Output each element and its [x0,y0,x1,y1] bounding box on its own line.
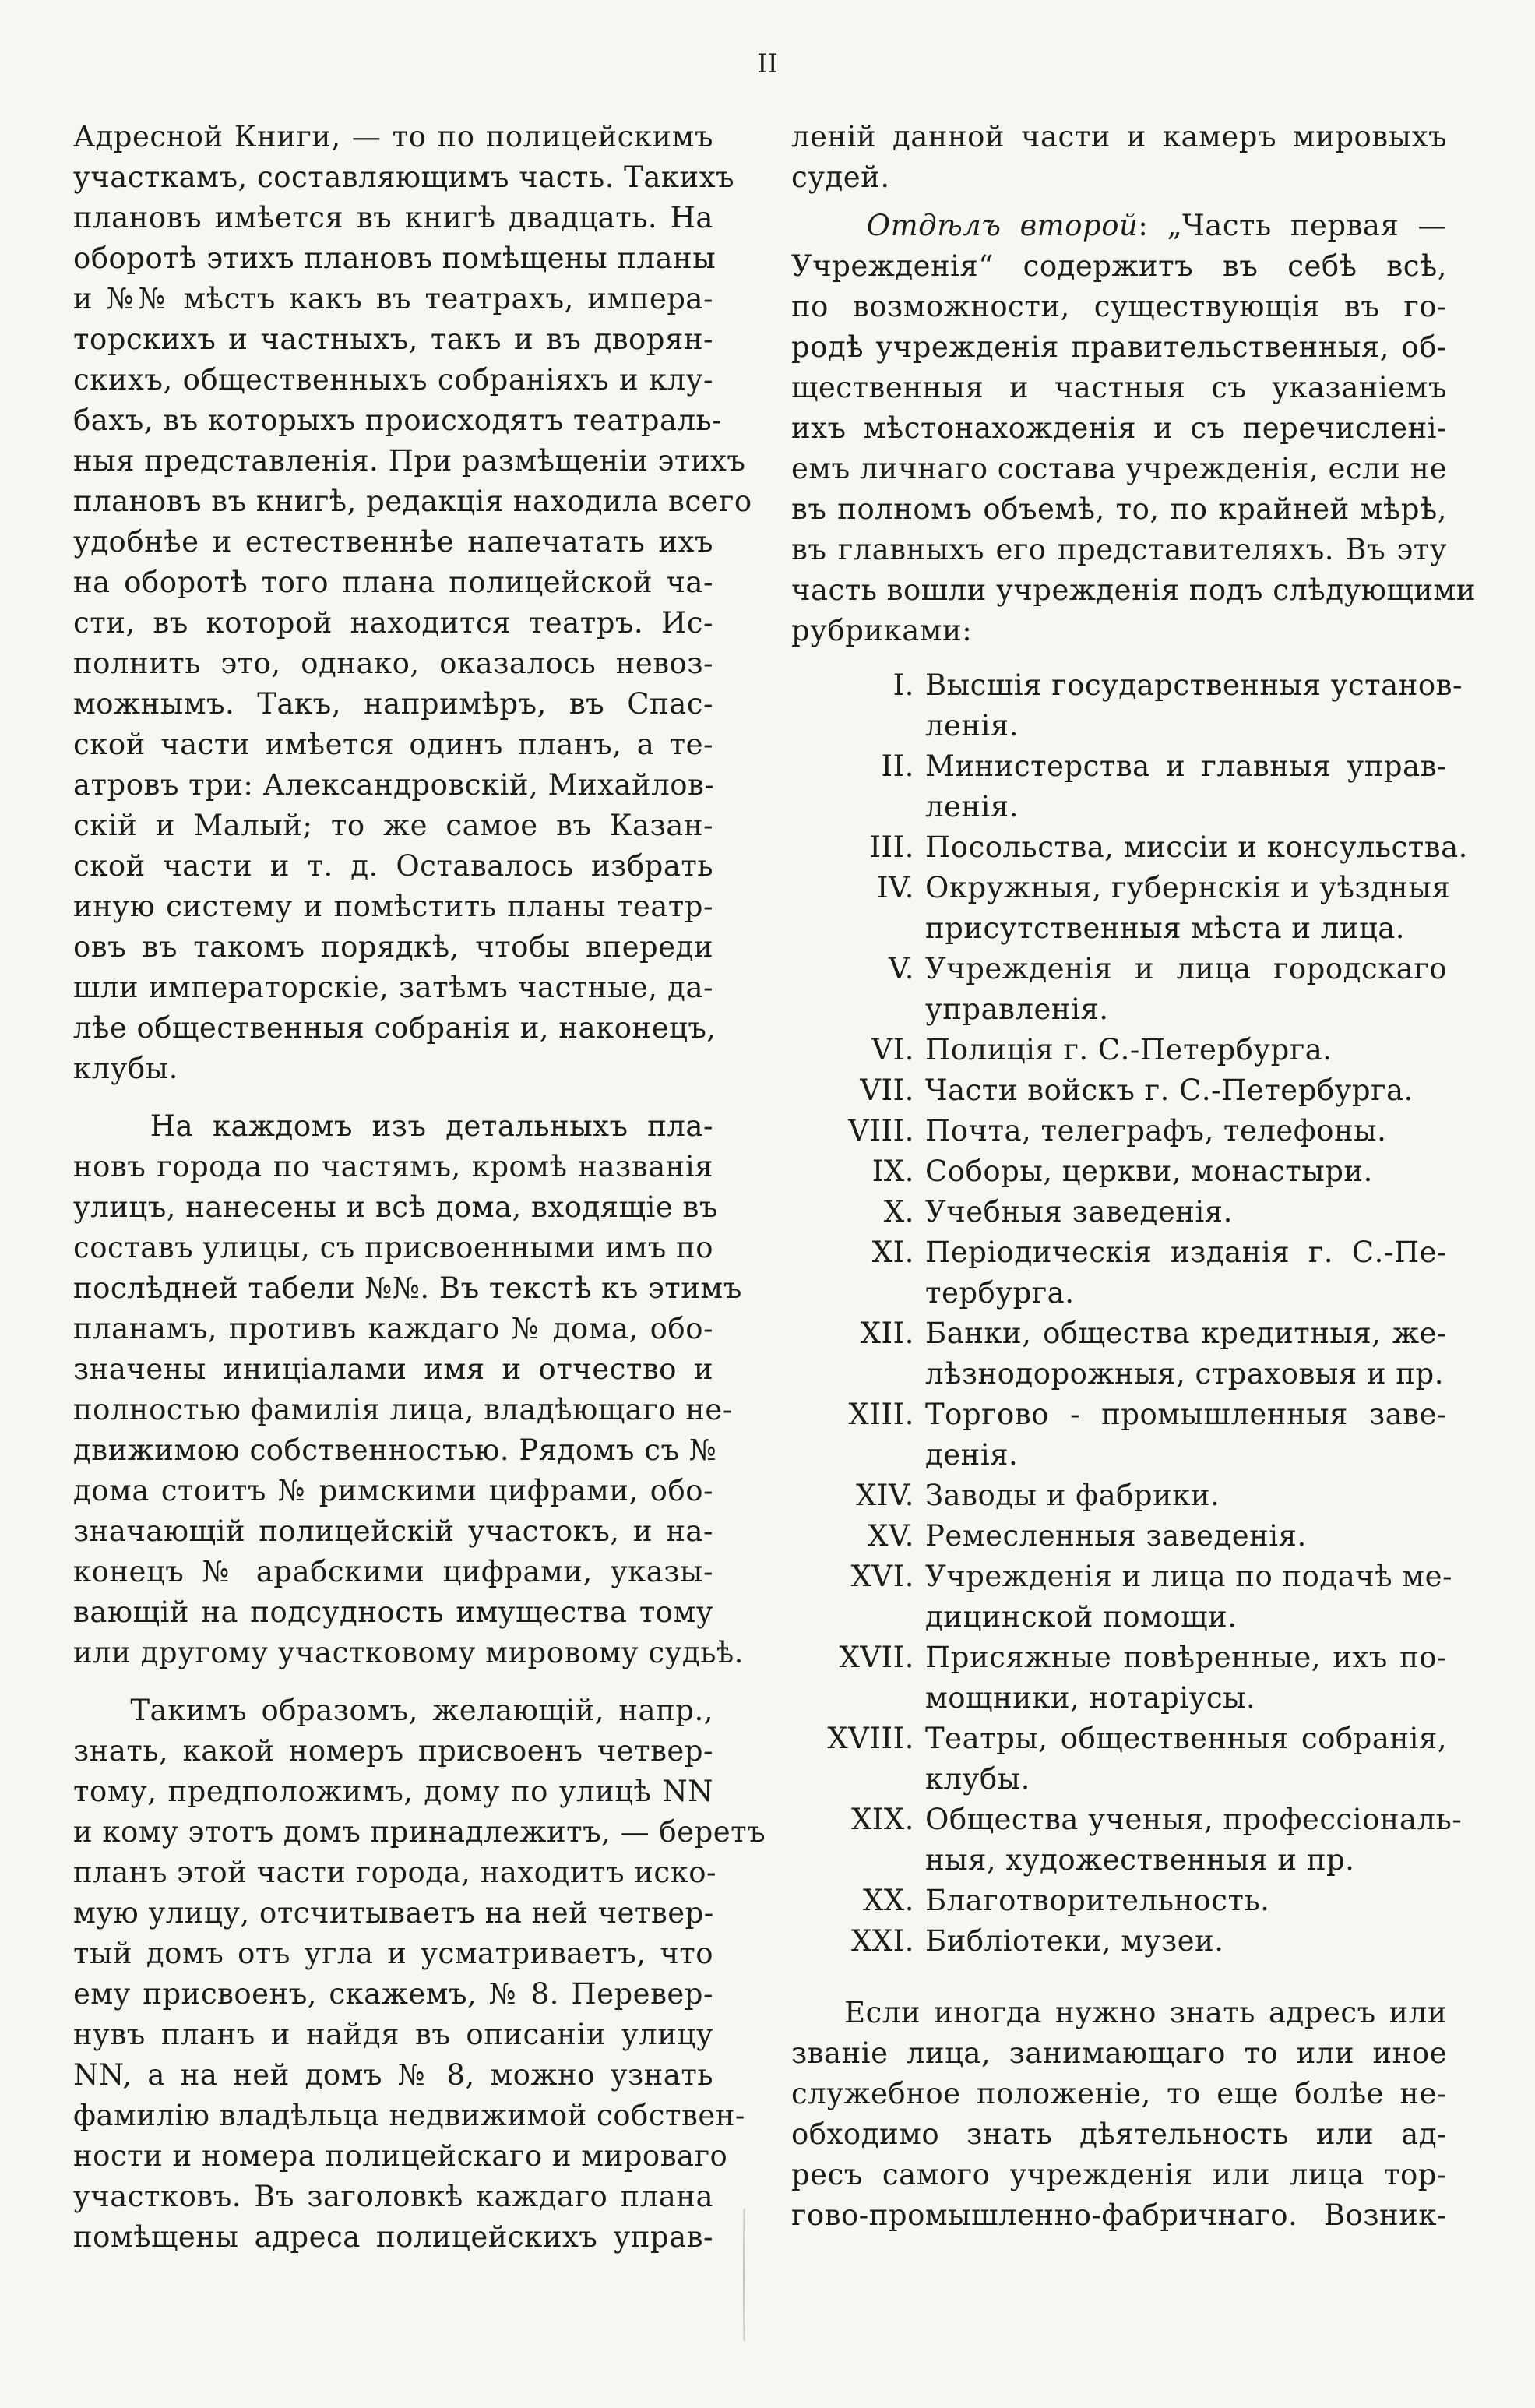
rubric-line: Заводы и фабрики. [925,1479,1220,1512]
text-line: и кому этотъ домъ принадлежитъ, — беретъ [73,1815,766,1849]
rubric-item [791,1070,1447,1111]
text-line: торскихъ и частныхъ, такъ и въ дворян- [73,323,713,356]
rubric-item [791,1030,1447,1070]
rubric-line: Театры, общественныя собранія, [925,1722,1447,1755]
rubric-text [925,1557,1452,1638]
text-line: оборотѣ этихъ плановъ помѣщены планы [73,242,716,275]
left-paragraph-1 [73,117,752,1089]
rubric-text [925,746,1447,827]
rubric-item [791,1475,1447,1516]
rubric-number: XVI. [850,1560,914,1593]
text-line: скихъ, общественныхъ собраніяхъ и клу- [73,363,713,397]
rubric-number: VII. [860,1074,914,1107]
right-paragraph-final [791,1993,1447,2236]
rubric-line: управленія. [925,992,1109,1026]
section-text: : „Часть первая — [1138,209,1447,242]
rubric-line: Учрежденія и лица по подачѣ ме- [925,1560,1452,1593]
rubric-number: XVII. [839,1641,914,1674]
rubric-item [791,1638,1447,1719]
rubric-text [925,1800,1462,1881]
rubric-text [925,1070,1447,1111]
rubric-item [791,1719,1447,1800]
text-line: сти, въ которой находится театръ. Ис- [73,606,713,640]
text-line: значены иницiалами имя и отчество и [73,1352,713,1386]
text-line: ности и номера полицейскаго и мироваго [73,2139,728,2173]
text-line: Если иногда нужно знать адресъ или [791,1996,1447,2029]
rubric-number: III. [869,830,914,864]
text-line: ихъ мѣстонахожденія и съ перечислені- [791,411,1447,445]
rubric-number: XII. [860,1317,914,1350]
text-line: часть вошли учрежденія подъ слѣдующими [791,573,1476,607]
text-line: и №№ мѣстъ какъ въ театрахъ, импера- [73,282,713,316]
text-line: На каждомъ изъ детальныхъ пла- [73,1109,713,1143]
text-line: плановъ въ книгѣ, редакція находила всего [73,485,752,518]
rubric-line: Министерства и главныя управ- [925,749,1447,783]
rubric-line: Части войскъ г. С.-Петербурга. [925,1074,1414,1107]
text-line: въ полномъ объемѣ, то, по крайней мѣрѣ, [791,492,1447,526]
rubric-text [925,1030,1447,1070]
text-line: вающій на подсудность имущества тому [73,1595,713,1629]
text-line [791,206,1447,246]
rubric-line: тербурга. [925,1276,1075,1310]
rubric-text [925,1394,1447,1475]
rubric-text [925,1111,1447,1151]
rubric-text [925,1151,1447,1192]
text-line: плановъ имѣется въ книгѣ двадцать. На [73,201,713,234]
rubric-text [925,1719,1447,1800]
text-line: помѣщены адреса полицейскихъ управ- [73,2220,713,2254]
rubric-text [925,1881,1447,1921]
rubric-number: XX. [863,1884,914,1917]
text-line: или другому участковому мировому судьѣ. [73,1636,744,1669]
text-line: атровъ три: Александровскій, Михайлов- [73,768,715,802]
rubric-line: Библіотеки, музеи. [925,1924,1224,1958]
section-label: Отдѣлъ второй [866,209,1139,242]
rubric-line: Высшія государственныя установ- [925,668,1463,702]
text-line: полнить это, однако, оказалось невоз- [73,647,713,680]
text-line: ему присвоенъ, скажемъ, № 8. Перевер- [73,1977,713,2011]
rubric-number: XIV. [856,1479,914,1512]
text-line: тому, предположимъ, дому по улицѣ NN [73,1775,713,1808]
rubric-line: ленія. [925,790,1019,823]
rubric-line: мощники, нотаріусы. [925,1681,1256,1715]
rubric-line: присутственныя мѣста и лица. [925,911,1406,945]
text-line: скій и Малый; то же самое въ Казан- [73,809,713,842]
rubric-number: XIX. [850,1803,914,1836]
rubric-item [791,1516,1447,1557]
text-line: судей. [791,160,890,194]
rubric-item [791,1800,1463,1881]
text-line: въ главныхъ его представителяхъ. Въ эту [791,533,1447,566]
rubric-line: Полиція г. С.-Петербурга. [925,1033,1333,1067]
text-line: участковъ. Въ заголовкѣ каждаго плана [73,2180,713,2213]
rubric-line: Присяжные повѣренные, ихъ по- [925,1641,1447,1674]
rubric-line: Общества ученыя, профессіональ- [925,1803,1463,1836]
text-line: удобнѣе и естественнѣе напечатать ихъ [73,525,713,559]
rubric-line: Окружныя, губернскія и уѣздныя [925,871,1451,904]
rubric-line: Торгово - промышленныя заве- [925,1398,1447,1431]
rubric-line: Соборы, церкви, монастыри. [925,1155,1373,1188]
rubric-number: II. [881,749,914,783]
rubric-item [791,1881,1447,1921]
text-line: ской части и т. д. Оставалось избрать [73,849,713,883]
text-line: можнымъ. Такъ, напримѣръ, въ Спас- [73,687,713,721]
rubric-item [791,1192,1447,1232]
rubric-item [791,1232,1447,1313]
right-paragraph-section [791,206,1476,651]
text-line: участкамъ, составляющимъ часть. Такихъ [73,160,735,194]
rubric-item [791,746,1447,827]
text-line: обходимо знать дѣятельность или ад- [791,2117,1447,2151]
text-line: рубриками: [791,614,973,647]
rubric-line: Почта, телеграфъ, телефоны. [925,1114,1387,1148]
text-line: леній данной части и камеръ мировыхъ [791,120,1447,153]
rubric-line: лѣзнодорожныя, страховыя и пр. [925,1357,1444,1391]
rubric-line: Учебныя заведенія. [925,1195,1233,1229]
rubric-list [791,665,1468,1962]
rubric-number: XVIII. [827,1722,914,1755]
rubric-item [791,1151,1447,1192]
text-line: лѣе общественныя собранія и, наконецъ, [73,1011,716,1045]
text-line: движимою собственностью. Рядомъ съ № [73,1433,717,1467]
rubric-number: IV. [876,871,914,904]
text-line: NN, а на ней домъ № 8, можно узнать [73,2058,713,2092]
rubric-line: Посольства, миссіи и консульства. [925,830,1468,864]
text-line: на оборотѣ того плана полицейской ча- [73,566,713,599]
text-line: полностью фамилія лица, владѣющаго не- [73,1393,733,1426]
text-line: конецъ № арабскими цифрами, указы- [73,1555,713,1588]
right-paragraph-intro [791,117,1447,198]
rubric-number: VI. [871,1033,914,1067]
text-line: составъ улицы, съ присвоенными имъ по [73,1231,713,1264]
rubric-text [925,1313,1447,1394]
rubric-line: денія. [925,1438,1019,1472]
rubric-number: XV. [868,1519,914,1553]
text-line: овъ въ такомъ порядкѣ, чтобы впереди [73,930,713,964]
rubric-item [791,1111,1447,1151]
left-paragraph-3 [73,1691,766,2258]
rubric-line: Благотворительность. [925,1884,1270,1917]
text-line: ской части имѣется одинъ планъ, а те- [73,728,713,761]
page-fold-mark [743,2209,745,2341]
text-line: Адресной Книги, — то по полицейскимъ [73,120,713,153]
rubric-item [791,1394,1447,1475]
rubric-number: XI. [871,1236,914,1269]
rubric-text [925,1192,1447,1232]
rubric-line: клубы. [925,1762,1030,1796]
rubric-line: Банки, общества кредитныя, же- [925,1317,1447,1350]
rubric-item [791,827,1468,868]
right-column [791,117,1476,2236]
rubric-number: IX. [871,1155,914,1188]
rubric-number: X. [883,1195,914,1229]
rubric-number: I. [892,668,914,702]
rubric-item [791,1921,1447,1962]
rubric-line: Періодическія изданія г. С.-Пе- [925,1236,1447,1269]
text-line: Такимъ образомъ, желающій, напр., [73,1694,713,1727]
rubric-text [925,868,1450,949]
text-line: планамъ, противъ каждаго № дома, обо- [73,1312,713,1345]
text-line: фамилію владѣльца недвижимой собствен- [73,2099,745,2132]
text-line: дома стоитъ № римскими цифрами, обо- [73,1474,713,1507]
text-line: значающій полицейскій участокъ, и на- [73,1514,713,1548]
rubric-number: VIII. [848,1114,914,1148]
text-line: емъ личнаго состава учрежденія, если не [791,452,1448,485]
text-line: ресъ самого учрежденія или лица тор- [791,2158,1447,2191]
rubric-text [925,1475,1447,1516]
left-paragraph-2 [73,1106,744,1673]
text-line: клубы. [73,1052,178,1085]
text-line: гово-промышленно-фабричнаго. Возник- [791,2198,1447,2232]
rubric-text [925,1921,1447,1962]
rubric-line: ныя, художественныя и пр. [925,1843,1355,1877]
rubric-number: XIII. [848,1398,914,1431]
rubric-line: ленія. [925,709,1019,742]
rubric-item [791,665,1463,746]
rubric-item [791,949,1447,1030]
text-line: ныя представленія. При размѣщеніи этихъ [73,444,746,478]
text-line: по возможности, существующія въ го- [791,290,1447,323]
rubric-text [925,827,1468,868]
text-line: щественныя и частныя съ указаніемъ [791,371,1447,404]
rubric-line: Учрежденія и лица городскаго [925,952,1447,985]
text-line: шли императорскіе, затѣмъ частные, да- [73,971,713,1004]
text-line: родѣ учрежденія правительственныя, об- [791,330,1447,364]
text-line: иную систему и помѣстить планы театр- [73,890,713,923]
text-line: тый домъ отъ угла и усматриваетъ, что [73,1937,713,1970]
text-line: знать, какой номеръ присвоенъ четвер- [73,1734,713,1768]
rubric-line: дицинской помощи. [925,1600,1238,1634]
text-line: служебное положеніе, то еще болѣе не- [791,2077,1447,2110]
text-line: Учрежденія“ содержитъ въ себѣ всѣ, [791,249,1447,283]
rubric-text [925,949,1447,1030]
text-line: новъ города по частямъ, кромѣ названія [73,1150,713,1183]
text-line: бахъ, въ которыхъ происходятъ театраль- [73,404,723,437]
rubric-line: Ремесленныя заведенія. [925,1519,1307,1553]
rubric-number: XXI. [850,1924,914,1958]
rubric-number: V. [888,952,914,985]
left-column [73,117,766,2258]
rubric-item [791,1313,1447,1394]
page-number: II [757,48,778,79]
rubric-text [925,1638,1447,1719]
text-line: планъ этой части города, находитъ иско- [73,1856,717,1889]
rubric-text [925,1516,1447,1557]
rubric-text [925,665,1463,746]
rubric-text [925,1232,1447,1313]
text-line: нувъ планъ и найдя въ описаніи улицу [73,2018,713,2051]
text-line: званіе лица, занимающаго то или иное [791,2036,1447,2070]
text-line: улицъ, нанесены и всѣ дома, входящіе въ [73,1190,718,1224]
text-line: послѣдней табели №№. Въ текстѣ къ этимъ [73,1271,742,1305]
rubric-item [791,1557,1452,1638]
text-line: мую улицу, отсчитываетъ на ней четвер- [73,1896,714,1930]
rubric-item [791,868,1451,949]
